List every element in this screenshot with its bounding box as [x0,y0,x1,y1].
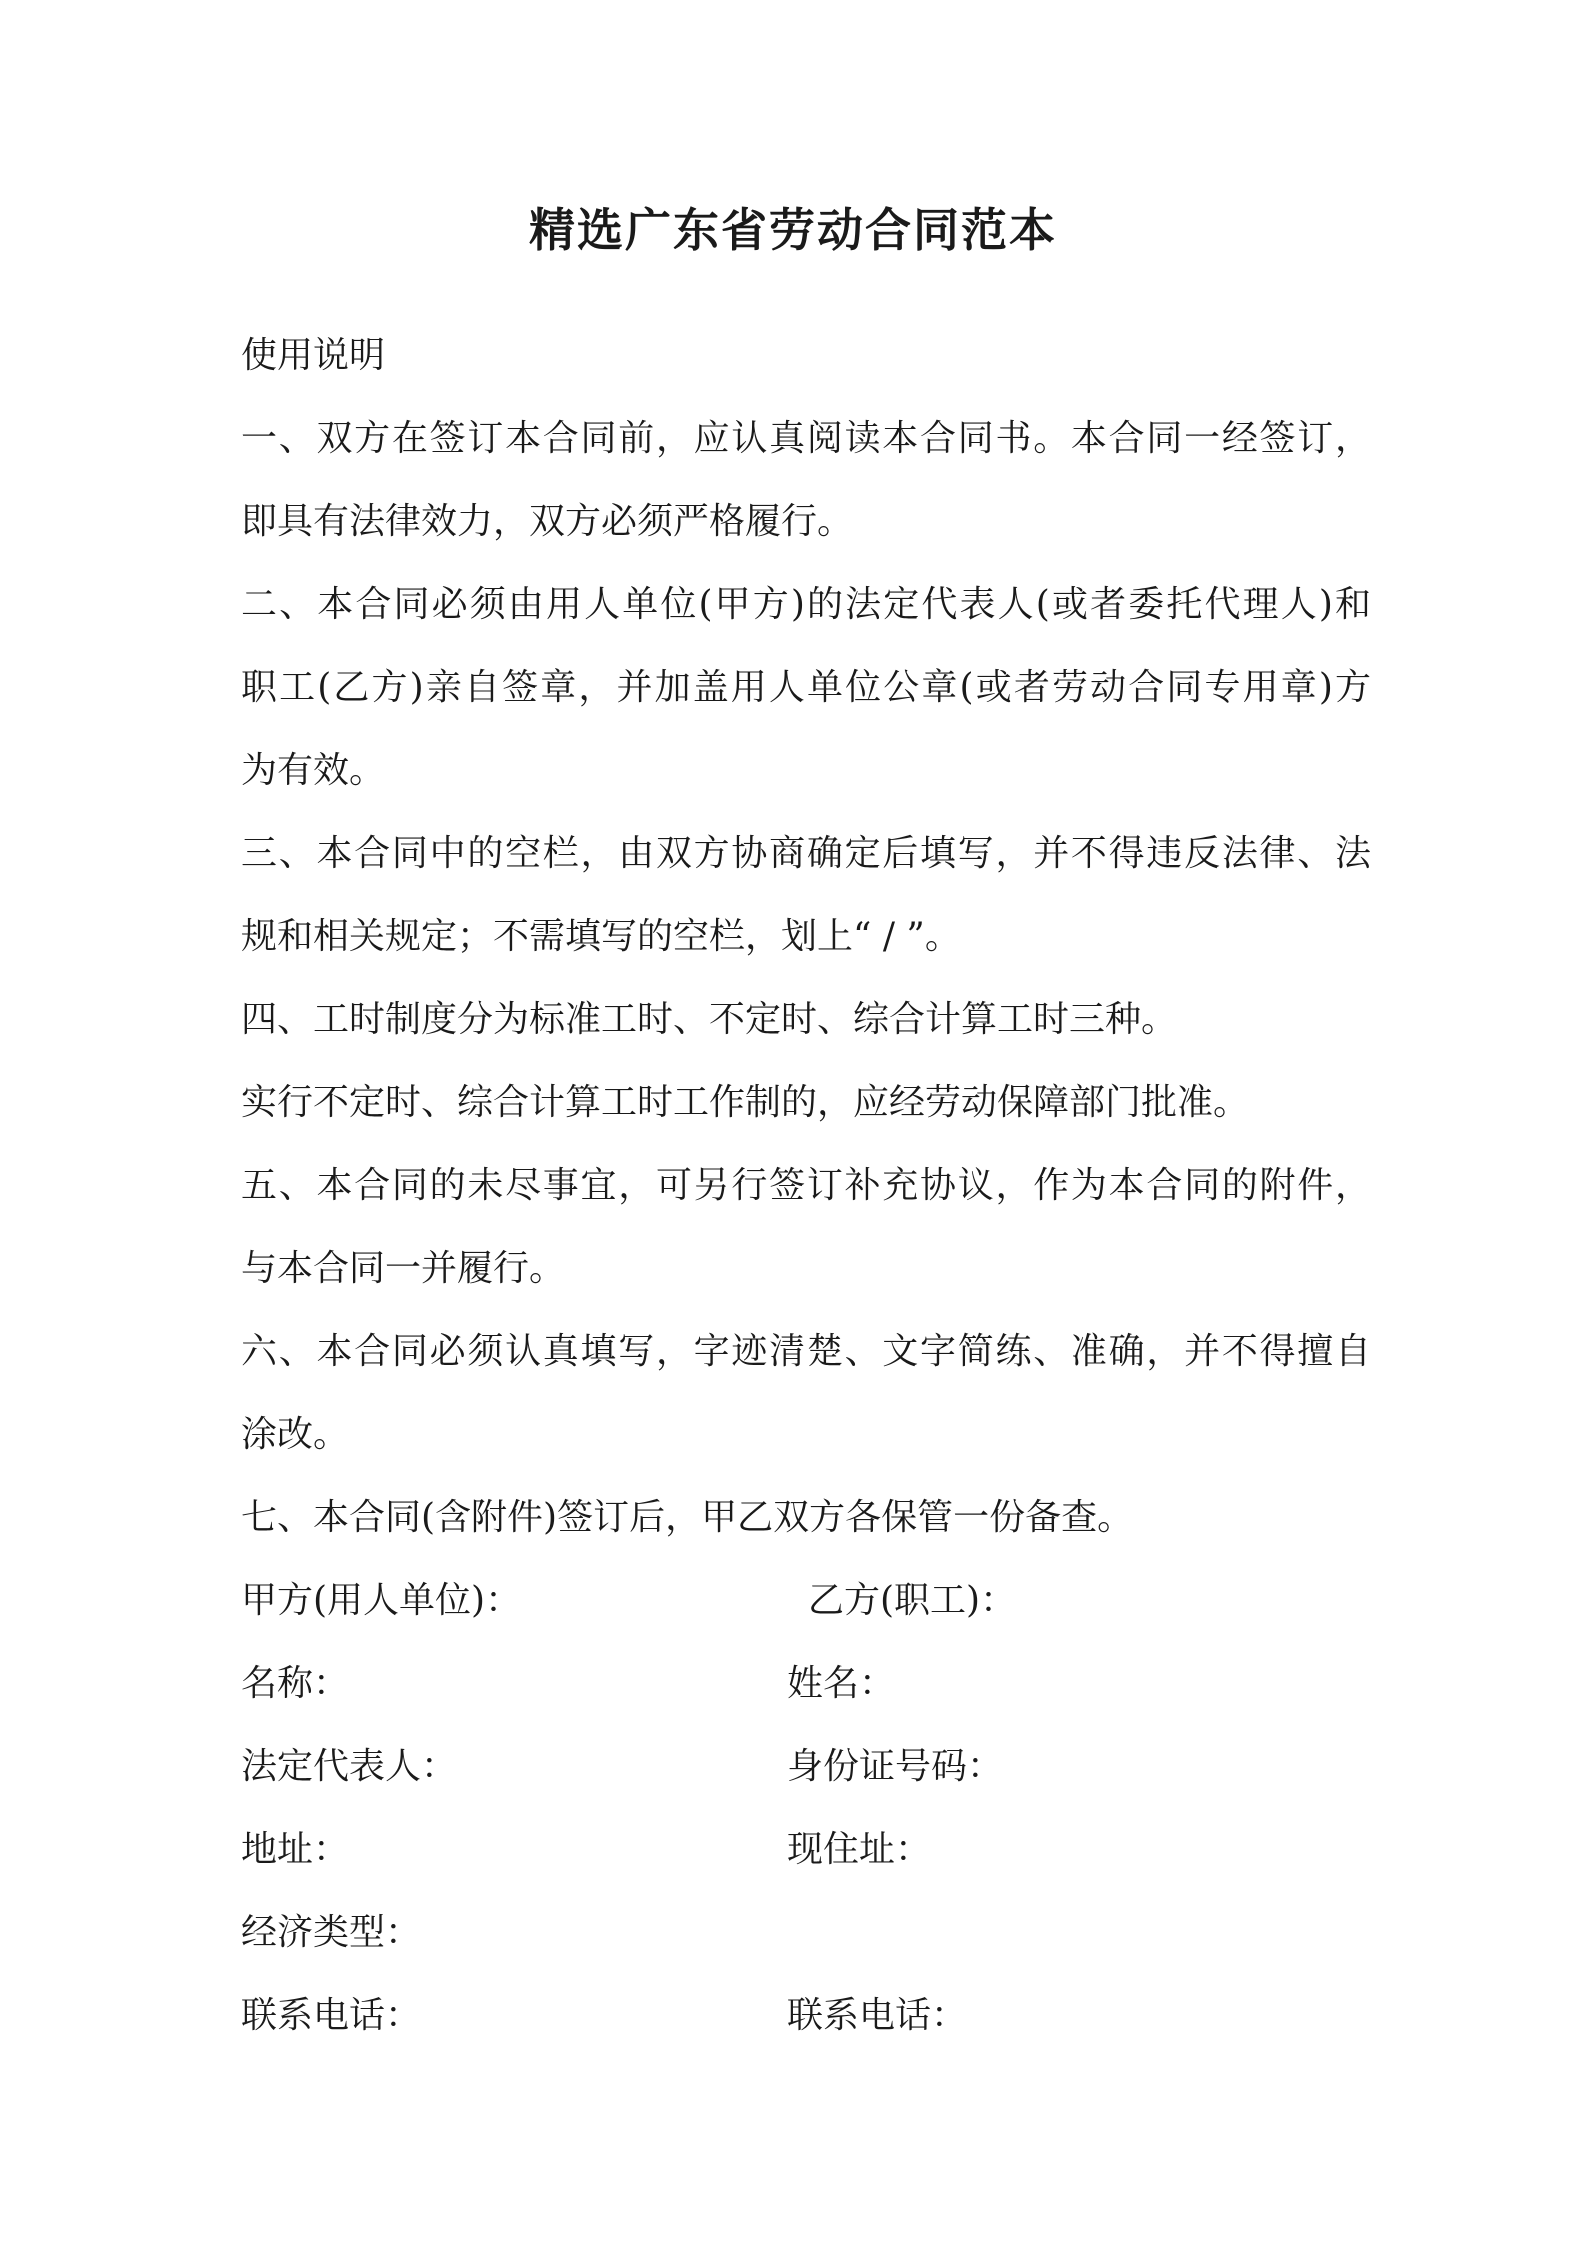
paragraph-line: 四、工时制度分为标准工时、不定时、综合计算工时三种。 [241,999,1178,1040]
party-a-name-label: 名称： [241,1663,350,1704]
section-heading: 使用说明 [241,335,386,376]
paragraph-line: 一、双方在签订本合同前，应认真阅读本合同书。本合同一经签订， [241,418,1371,459]
party-a-legal-rep-label: 法定代表人： [241,1746,458,1787]
party-a-address-label: 地址： [241,1829,350,1870]
paragraph-line: 与本合同一并履行。 [241,1248,566,1289]
party-a-economic-type-label: 经济类型： [241,1912,422,1953]
paragraph-line: 五、本合同的未尽事宜，可另行签订补充协议，作为本合同的附件， [241,1165,1371,1206]
party-b-name-label: 姓名： [787,1663,896,1704]
party-a-heading: 甲方(用人单位)： [241,1580,522,1621]
party-b-id-label: 身份证号码： [787,1746,1004,1787]
paragraph-line: 规和相关规定；不需填写的空栏，划上“ / ”。 [241,916,961,957]
paragraph-line: 即具有法律效力，双方必须严格履行。 [241,501,854,542]
paragraph-line: 六、本合同必须认真填写，字迹清楚、文字简练、准确，并不得擅自 [241,1331,1371,1372]
paragraph-line: 二、本合同必须由用人单位(甲方)的法定代表人(或者委托代理人)和 [241,584,1371,625]
paragraph-line: 实行不定时、综合计算工时工作制的，应经劳动保障部门批准。 [241,1082,1250,1123]
paragraph-line: 七、本合同(含附件)签订后，甲乙双方各保管一份备查。 [241,1497,1134,1538]
document-title: 精选广东省劳动合同范本 [529,203,1057,257]
party-b-heading: 乙方(职工)： [808,1580,1017,1621]
party-b-phone-label: 联系电话： [787,1995,968,2036]
party-a-phone-label: 联系电话： [241,1995,422,2036]
party-b-address-label: 现住址： [787,1829,932,1870]
paragraph-line: 为有效。 [241,750,386,791]
paragraph-line: 三、本合同中的空栏，由双方协商确定后填写，并不得违反法律、法 [241,833,1371,874]
paragraph-line: 职工(乙方)亲自签章，并加盖用人单位公章(或者劳动合同专用章)方 [241,667,1371,708]
paragraph-line: 涂改。 [241,1414,350,1455]
